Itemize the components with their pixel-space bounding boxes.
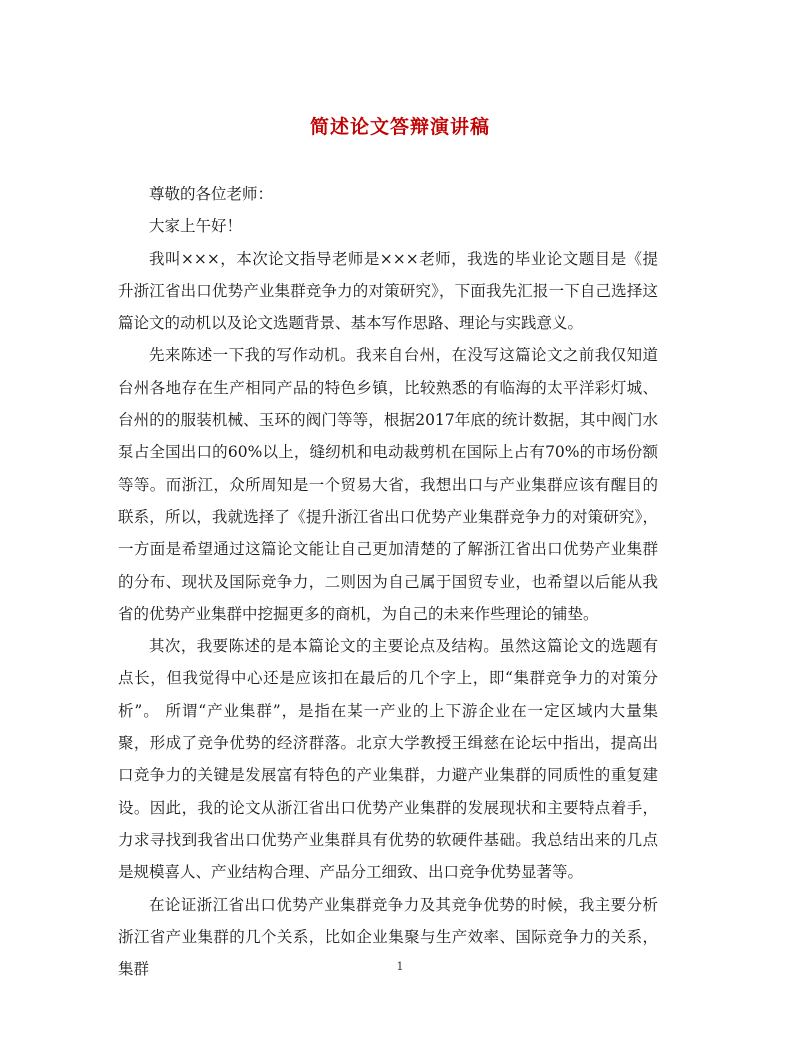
paragraph-motivation: 先来陈述一下我的写作动机。我来自台州，在没写这篇论文之前我仅知道台州各地存在生产相同产品的特色乡镇，比较熟悉的有临海的太平洋彩灯城、台州的的服装机械、玉环的阀门等等，根据2017年底的统计数据，其中阀门水泵占全国出口的60%以上，缝纫机和电动裁剪机在国际上占有70%的市场份额等等。而浙江，众所周知是一个贸易大省，我想出口与产业集群应该有醒目的联系，所以，我就选择了《提升浙江省出口优势产业集群竞争力的对策研究》，一方面是希望通过这篇论文能让自己更加清楚的了解浙江省出口优势产业集群的分布、现状及国际竞争力，二则因为自己属于国贸专业，也希望以后能从我省的优势产业集群中挖掘更多的商机，为自己的未来作些理论的铺垫。 — [118, 346, 658, 623]
document-body — [118, 178, 658, 985]
paragraph-introduction: 我叫×××，本次论文指导老师是×××老师，我选的毕业论文题目是《提升浙江省出口优势产业集群竞争力的对策研究》，下面我先汇报一下自己选择这篇论文的动机以及论文选题背景、基本写作思路、理论与实践意义。 — [118, 249, 658, 333]
document-title: 简述论文答辩演讲稿 — [309, 116, 490, 138]
greeting: 大家上午好！ — [149, 217, 243, 236]
paragraph-main-arguments: 其次，我要陈述的是本篇论文的主要论点及结构。虽然这篇论文的选题有点长，但我觉得中心还是应该扣在最后的几个字上，即“集群竞争力的对策分析”。 所谓“产业集群”，是指在某一产业的上下游企业在一定区域内大量集聚，形成了竞争优势的经济群落。北京大学教授王缉慈在论坛中指出，提高出口竞争力的关键是发展富有特色的产业集群，力避产业集群的同质性的重复建设。因此，我的论文从浙江省出口优势产业集群的发展现状和主要特点着手，力求寻找到我省出口优势产业集群具有优势的软硬件基础。我总结出来的几点是规模喜人、产业结构合理、产品分工细致、出口竞争优势显著等。 — [118, 637, 658, 882]
page-number: 1 — [396, 960, 404, 973]
paragraph-analysis: 在论证浙江省出口优势产业集群竞争力及其竞争优势的时候，我主要分析浙江省产业集群的几个关系，比如企业集聚与生产效率、国际竞争力的关系，集群 — [118, 895, 658, 979]
salutation: 尊敬的各位老师： — [149, 185, 274, 203]
